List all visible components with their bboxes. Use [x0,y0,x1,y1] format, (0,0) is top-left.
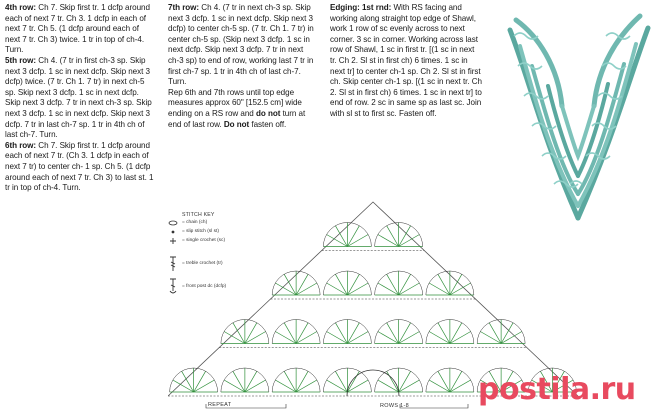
repeat-paragraph [168,88,316,130]
row6-text: Ch 7. Skip first tr. 1 dcfp around each of next 7 tr. (Ch 3. 1 dcfp in each of next 7 tr) to center ch- 1 sp. Ch 5. (1 dcfp around each of next 7 tr. Ch 3) to last st. 1 tr in top of ch-4. Turn. [5,140,154,193]
repeat-text-a: Rep 6th and 7th rows until top edge measures approx 60" [152.5 cm] wide ending on a RS row and [168,87,302,118]
repeat-bold-b: Do not [223,119,250,129]
shawl-photo [498,6,658,228]
repeat-text-b: turn at end of last row. [168,108,306,129]
edging-text: With RS facing and working along straight top edge of Shawl, work 1 row of sc evenly across to next corner. 3 sc in corner. Working across last row of Shawl, 1 sc in first tr. [(1 sc in next tr. Ch 2. Sl st in first ch) 6 times. 1 sc in next tr] to center ch-1 sp. Ch 2. Sl st in first ch. Skip center ch-1 sp. [(1 sc in next tr. Ch 2. Sl st in first ch) 6 times. 1 sc in next tr] to end of row. 2 sc in same sp as last sc. Join with sl st to first sc. Fasten off. [330,3,482,118]
row4-paragraph [5,3,155,56]
rows-bracket [400,404,468,408]
instructions-column-2 [168,3,316,130]
rows-label: ROWS 1-8 [380,403,409,409]
key-single-crochet: = single crochet (sc) [182,238,226,243]
key-slip-stitch: = slip stitch (sl st) [182,229,219,234]
key-front-post-dc: = front post dc (dcfp) [182,284,227,289]
row6-paragraph [5,141,155,194]
repeat-text-c: fasten off. [251,119,287,129]
stitch-key-title: STITCH KEY [182,212,215,218]
instructions-column-3 [330,3,482,120]
row5-text: Ch 4. (7 tr in first ch-3 sp. Skip next 3 dcfp. 1 sc in next dcfp. Skip next 3 dcfp) twice. (7 tr. Ch 1. 7 tr) in next ch-5 sp. Skip next 3 dcfp. 1 sc in next dcfp. Skip next 3 dcfp. 7 tr in next ch-3 sp. Skip next 3 dcfp. 1 sc in next dcfp. Skip next 3 dcfp. 7 tr in last ch-7 sp. 1 tr in 4th ch of last ch-7. Turn. [5,55,152,140]
row5-heading: 5th row: [5,55,37,65]
edging-paragraph [330,3,482,120]
row7-paragraph [168,3,316,88]
watermark: postila.ru [478,372,636,407]
edging-heading: Edging: 1st rnd: [330,3,392,12]
key-chain: = chain (ch) [182,220,208,225]
row7-heading: 7th row: [168,3,200,12]
row7-text: Ch 4. (7 tr in next ch-3 sp. Skip next 3 dcfp. 1 sc in next dcfp. Skip next 3 dcfp) to center ch-5 sp. (7 tr. Ch 1. 7 tr) in center ch-5 sp. (Skip next 3 dcfp. 1 sc in next dcfp. Skip next 3 dcfp. 7 tr in next ch-3 sp) to end of row, working last 7 tr in first ch-7 sp. 1 tr in 4th ch of last ch-7. Turn. [168,3,314,87]
key-treble-crochet: = treble crochet (tr) [182,261,223,266]
repeat-label: REPEAT [208,402,232,408]
row6-heading: 6th row: [5,140,37,150]
shawl-yarn [510,16,648,218]
row4-heading: 4th row: [5,3,37,12]
repeat-bold-a: do not [255,108,281,118]
row5-paragraph [5,56,155,141]
instructions-column-1 [5,3,155,194]
row4-text: Ch 7. Skip first tr. 1 dcfp around each of next 7 tr. Ch 3. 1 dcfp in each of next 7 tr. Ch 5. (1 dcfp around each of next 7 tr. Ch 3) twice. 1 tr in top of ch-4. Turn. [5,3,150,55]
